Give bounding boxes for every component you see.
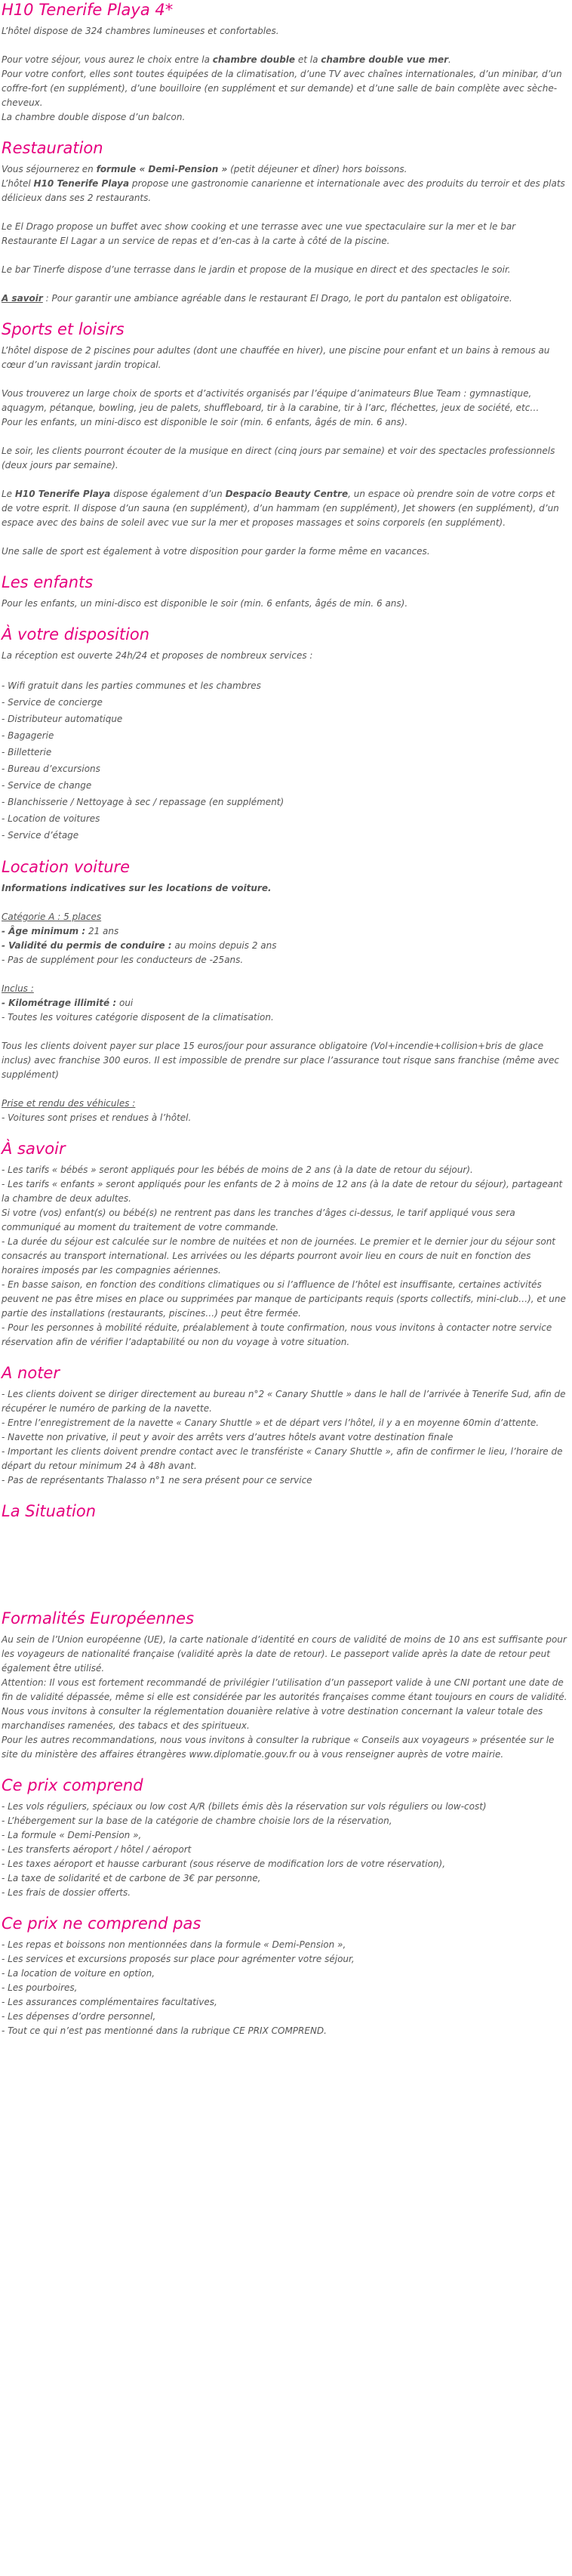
necomprend-section [2, 1914, 569, 2038]
location-inclus: Inclus : [2, 983, 34, 994]
necomprend-line: - Les repas et boissons non mentionnées dans la formule « Demi-Pension », [2, 1939, 346, 1950]
necomprend-title: Ce prix ne comprend pas [2, 1914, 201, 1933]
restauration-formula: Vous séjournerez en formule « Demi-Pension » (petit déjeuner et dîner) hors boissons. [2, 164, 407, 174]
location-prise-label: Prise et rendu des véhicules : [2, 1098, 136, 1109]
dispo-intro: La réception est ouverte 24h/24 et proposes de nombreux services : [2, 650, 313, 661]
enfants-section [2, 572, 569, 611]
anoter-line: - Navette non privative, il peut y avoir des arrêts vers d’autres hôtels avant votre destination finale [2, 1432, 454, 1442]
necomprend-line: - Les services et excursions proposés sur place pour agrémenter votre séjour, [2, 1954, 355, 1964]
necomprend-line: - La location de voiture en option, [2, 1968, 155, 1979]
anoter-section [2, 1363, 569, 1488]
list-item: - Billetterie [2, 747, 52, 757]
list-item: - Bagagerie [2, 730, 54, 741]
location-assurance: Tous les clients doivent payer sur place 15 euros/jour pour assurance obligatoire (Vol+incendie+collision+bris de glace inclus) avec franchise 300 euros. Il est impossible de prendre sur place l’assurance tout risque sans franchise (même avec supplément) [2, 1041, 559, 1080]
asavoir-line: - La durée du séjour est calculée sur le nombre de nuitées et non de journées. Le premier et le dernier jour du séjour sont consacrés au transport international. Les arrivées ou les départs pourront avoir lieu en cours de nuit en fonction des horaires imposés par les compagnies aériennes. [2, 1236, 556, 1276]
formalites-line: Pour les autres recommandations, nous vous invitons à consulter la rubrique « Conseils aux voyageurs » présentée sur le site du ministère des affaires étrangères www.diplomatie.gouv.fr ou à vous renseigner auprès de votre mairie. [2, 1735, 555, 1760]
location-section [2, 857, 569, 1125]
comprend-line: - Les transferts aéroport / hôtel / aéroport [2, 1844, 192, 1855]
anoter-line: - Important les clients doivent prendre contact avec le transfériste « Canary Shuttle », afin de confirmer le lieu, l’horaire de départ du retour minimum 24 à 48h avant. [2, 1446, 563, 1471]
sports-title: Sports et loisirs [2, 320, 125, 338]
location-title: Location voiture [2, 858, 131, 876]
asavoir-line: - Les tarifs « bébés » seront appliqués pour les bébés de moins de 2 ans (à la date de retour du séjour). [2, 1165, 473, 1175]
formalites-line: Au sein de l’Union européenne (UE), la carte nationale d’identité en cours de validité de moins de 10 ans est suffisante pour les voyageurs de nationalité française (validité après la date de retour). Le passeport valide après la date de retour peut également être utilisé. [2, 1634, 567, 1674]
room-choice: Pour votre séjour, vous aurez le choix entre la chambre double et la chambre double vue mer. [2, 54, 451, 65]
comprend-section [2, 1775, 569, 1900]
comprend-line: - L’hébergement sur la base de la catégorie de chambre choisie lors de la réservation, [2, 1816, 392, 1826]
asavoir-title: À savoir [2, 1140, 66, 1158]
comprend-title: Ce prix comprend [2, 1776, 143, 1794]
rooms-count: L’hôtel dispose de 324 chambres lumineuses et confortables. [2, 26, 279, 36]
comprend-line: - Les vols réguliers, spéciaux ou low cost A/R (billets émis dès la réservation sur vols réguliers ou low-cost) [2, 1801, 487, 1812]
sports-evening: Le soir, les clients pourront écouter de la musique en direct (cinq jours par semaine) et voir des spectacles professionnels (deux jours par semaine). [2, 446, 555, 470]
list-item: - Blanchisserie / Nettoyage à sec / repassage (en supplément) [2, 797, 284, 807]
situation-title: La Situation [2, 1502, 97, 1520]
room-comfort: Pour votre confort, elles sont toutes équipées de la climatisation, d’une TV avec chaînes internationales, d’un minibar, d’un coffre-fort (en supplément), d’une bouilloire (en supplément et sur demande) et d’une salle de bain complète avec sèche-cheveux. [2, 69, 562, 108]
necomprend-line: - Les pourboires, [2, 1982, 78, 1993]
location-km: - Kilométrage illimité : oui [2, 998, 134, 1008]
comprend-line: - Les taxes aéroport et hausse carburant (sous réserve de modification lors de votre réservation), [2, 1859, 446, 1869]
location-clim: - Toutes les voitures catégorie disposent de la climatisation. [2, 1012, 274, 1023]
location-intro: Informations indicatives sur les locations de voiture. [2, 883, 272, 893]
location-supplement: - Pas de supplément pour les conducteurs de -25ans. [2, 955, 244, 965]
formalites-title: Formalités Européennes [2, 1609, 195, 1627]
room-balcony: La chambre double dispose d’un balcon. [2, 112, 186, 122]
necomprend-line: - Les assurances complémentaires facultatives, [2, 1997, 217, 2007]
hotel-title: H10 Tenerife Playa 4* [2, 1, 174, 19]
restauration-eldrago: Le El Drago propose un buffet avec show cooking et une terrasse avec une vue spectaculaire sur la mer et le bar Restaurante El Lagar a un service de repas et d’en-cas à la carte à côté de la piscine. [2, 221, 516, 246]
list-item: - Service d’étage [2, 830, 79, 841]
enfants-title: Les enfants [2, 573, 94, 591]
sports-spa: Le H10 Tenerife Playa dispose également d’un Despacio Beauty Centre, un espace où prendre soin de votre corps et de votre esprit. Il dispose d’un sauna (en supplément), d’un hammam (en supplément), Jet showers (en supplément), d’un espace avec des bains de soleil avec vue sur la mer et proposes massages et soins corporels (en supplément). [2, 489, 559, 528]
list-item: - Distributeur automatique [2, 714, 123, 724]
restauration-note: A savoir : Pour garantir une ambiance agréable dans le restaurant El Drago, le port du pantalon est obligatoire. [2, 293, 512, 304]
comprend-line: - Les frais de dossier offerts. [2, 1887, 131, 1898]
sports-gym: Une salle de sport est également à votre disposition pour garder la forme même en vacances. [2, 546, 430, 557]
situation-section [2, 1501, 569, 1595]
anoter-line: - Pas de représentants Thalasso n°1 ne sera présent pour ce service [2, 1475, 312, 1485]
comprend-line: - La taxe de solidarité et de carbone de 3€ par personne, [2, 1873, 261, 1883]
location-category: Catégorie A : 5 places [2, 912, 102, 922]
list-item: - Service de concierge [2, 697, 103, 708]
location-age: - Âge minimum : 21 ans [2, 926, 119, 936]
anoter-line: - Entre l’enregistrement de la navette « Canary Shuttle » et de départ vers l’hôtel, il y a en moyenne 60min d’attente. [2, 1418, 540, 1428]
restauration-gastronomy: L’hôtel H10 Tenerife Playa propose une gastronomie canarienne et internationale avec des produits du terroir et des plats délicieux dans ses 2 restaurants. [2, 178, 565, 203]
dispo-list [2, 677, 569, 844]
list-item: - Bureau d’excursions [2, 764, 100, 774]
formalites-line: Attention: Il vous est fortement recommandé de privilégier l’utilisation d’un passeport valide à une CNI portant une date de fin de validité dépassée, même si elle est considérée par les autorités françaises comme étant toujours en cours de validité. [2, 1677, 567, 1702]
formalites-line: Nous vous invitons à consulter la réglementation douanière relative à votre destination concernant la valeur totale des marchandises ramenées, des tabacs et des spiritueux. [2, 1706, 543, 1731]
restauration-title: Restauration [2, 139, 103, 157]
list-item: - Location de voitures [2, 813, 100, 824]
sports-activities: Vous trouverez un large choix de sports et d’activités organisés par l’équipe d’animateurs Blue Team : gymnastique, aquagym, pétanque, bowling, jeu de palets, shuffleboard, tir à la carabine, tir à l’arc, fléchettes, jeux de société, etc… [2, 388, 540, 413]
enfants-minidisco: Pour les enfants, un mini-disco est disponible le soir (min. 6 enfants, âgés de min. 6 ans). [2, 598, 408, 609]
sports-minidisco: Pour les enfants, un mini-disco est disponible le soir (min. 6 enfants, âgés de min. 6 ans). [2, 417, 408, 427]
sports-pools: L’hôtel dispose de 2 piscines pour adultes (dont une chauffée en hiver), une piscine pour enfant et un bains à remous au cœur d’un ravissant jardin tropical. [2, 345, 550, 370]
asavoir-line: - En basse saison, en fonction des conditions climatiques ou si l’affluence de l’hôtel est insuffisante, certaines activités peuvent ne pas être mises en place ou supprimées par manque de participants requis (sports collectifs, mini-club…), et une partie des installations (restaurants, piscines…) peut être fermée. [2, 1279, 566, 1319]
formalites-section [2, 1609, 569, 1762]
anoter-line: - Les clients doivent se diriger directement au bureau n°2 « Canary Shuttle » dans le hall de l’arrivée à Tenerife Sud, afin de récupérer le numéro de parking de la navette. [2, 1389, 566, 1414]
anoter-title: A noter [2, 1364, 60, 1382]
necomprend-line: - Tout ce qui n’est pas mentionné dans la rubrique CE PRIX COMPREND. [2, 2025, 327, 2036]
list-item: - Service de change [2, 780, 92, 791]
asavoir-section [2, 1139, 569, 1350]
comprend-line: - La formule « Demi-Pension », [2, 1830, 142, 1840]
hotel-section [2, 0, 569, 125]
asavoir-line: - Pour les personnes à mobilité réduite, préalablement à toute confirmation, nous vous invitons à contacter notre service réservation afin de vérifier l’adaptabilité ou non du voyage à votre situation. [2, 1322, 552, 1347]
restauration-bar: Le bar Tinerfe dispose d’une terrasse dans le jardin et propose de la musique en direct et des spectacles le soir. [2, 264, 511, 275]
necomprend-line: - Les dépenses d’ordre personnel, [2, 2011, 156, 2022]
asavoir-line: Si votre (vos) enfant(s) ou bébé(s) ne rentrent pas dans les tranches d’âges ci-dessus, le tarif appliqué vous sera communiqué au moment du traitement de votre commande. [2, 1208, 515, 1232]
list-item: - Wifi gratuit dans les parties communes et les chambres [2, 680, 261, 691]
asavoir-line: - Les tarifs « enfants » seront appliqués pour les enfants de 2 à moins de 12 ans (à la date de retour du séjour), partageant la chambre de deux adultes. [2, 1179, 563, 1204]
sports-section [2, 319, 569, 559]
dispo-section [2, 625, 569, 844]
location-prise: - Voitures sont prises et rendues à l’hôtel. [2, 1112, 192, 1123]
dispo-title: À votre disposition [2, 625, 150, 643]
location-permis: - Validité du permis de conduire : au moins depuis 2 ans [2, 940, 277, 951]
restauration-section [2, 138, 569, 306]
